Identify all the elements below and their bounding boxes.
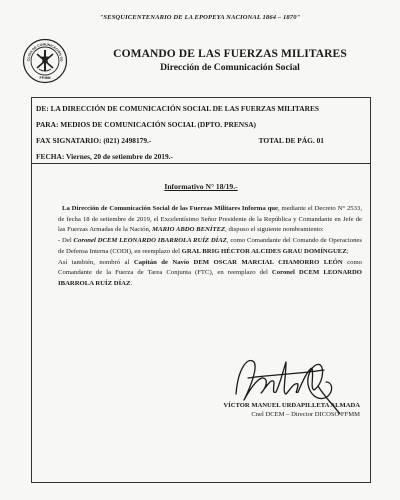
appointee-1: Coronel DCEM LEONARDO IBARROLA RUÍZ DÍAZ [73, 237, 227, 245]
organization-header [70, 48, 390, 73]
lead-statement: La Dirección de Comunicación Social de las Fuerzas Militares Informa que [62, 205, 278, 212]
appointee-2: Capitán de Navío DEM OSCAR MARCIAL CHAMORRO LEÓN [133, 258, 343, 266]
routing-block [31, 97, 371, 164]
decree-tail: , dispuso el siguiente nombramiento: [225, 226, 324, 234]
president-name: MARIO ABDO BENÍTEZ [152, 226, 226, 234]
signatory-title: Cnel DCEM – Director DICOSO FFMM [251, 411, 360, 419]
organization-name: COMANDO DE LAS FUERZAS MILITARES [113, 48, 347, 60]
document-title: Informativo N° 18/19.- [164, 182, 238, 191]
fax-line: FAX SIGNATARIO: (021) 2498179.- [36, 136, 152, 145]
department-name: Dirección de Comunicación Social [160, 62, 300, 73]
svg-text:FF.MM: FF.MM [39, 76, 51, 80]
to-line: PARA: MEDIOS DE COMUNICACIÓN SOCIAL (DPTO. PRENSA) [36, 120, 257, 129]
document-text [58, 204, 362, 290]
replaced-officer-1: GRAL BRIG HÉCTOR ALCIDES GRAU DOMÍNGUEZ [181, 247, 347, 255]
military-seal-icon [22, 38, 68, 84]
document-body [31, 163, 371, 483]
signatory-block [223, 401, 360, 420]
svg-text:DIRECCIÓN DE COMUNICACIÓN SOCI: CCIÓN DE COMUNICACIÓN SO [26, 42, 64, 62]
decree-text: , mediante el Decreto N° 2533, de fecha 18 de setiembre de 2019, el Excelentísimo Señor Presidente de la República y Comandante en Jefe de las Fuerzas Armadas de la Nación, [58, 205, 362, 234]
total-pages: TOTAL DE PÁG. 01 [258, 136, 324, 145]
paragraph-decree [58, 204, 362, 236]
paragraph-appointment-1: - Del Coronel DCEM LEONARDO IBARROLA RUÍZ DÍAZ, como Comandante del Comando de Operaciones de Defensa Interna (CODI), en reemplazo del GRAL BRIG HÉCTOR ALCIDES GRAU DOMÍNGUEZ; [58, 237, 362, 255]
from-line: DE: LA DIRECCIÓN DE COMUNICACIÓN SOCIAL DE LAS FUERZAS MILITARES [36, 104, 320, 113]
signatory-name: VÍCTOR MANUEL URDAPILLETA ALMADA [223, 402, 360, 409]
paragraph-appointment-2: Así también, nombró al Capitán de Navío DEM OSCAR MARCIAL CHAMORRO LEÓN como Comandante de la Fuerza de Tarea Conjunta (FTC), en reemplazo del Coronel DCEM LEONARDO IBARROLA RUÍZ DÍAZ. [58, 258, 363, 287]
header-motto: "SESQUICENTENARIO DE LA EPOPEYA NACIONAL 1864 – 1870" [99, 14, 301, 21]
replaced-officer-2: Coronel DCEM LEONARDO IBARROLA RUÍZ DÍAZ [58, 269, 363, 287]
date-line: FECHA: Viernes, 20 de setiembre de 2019.- [36, 152, 173, 161]
